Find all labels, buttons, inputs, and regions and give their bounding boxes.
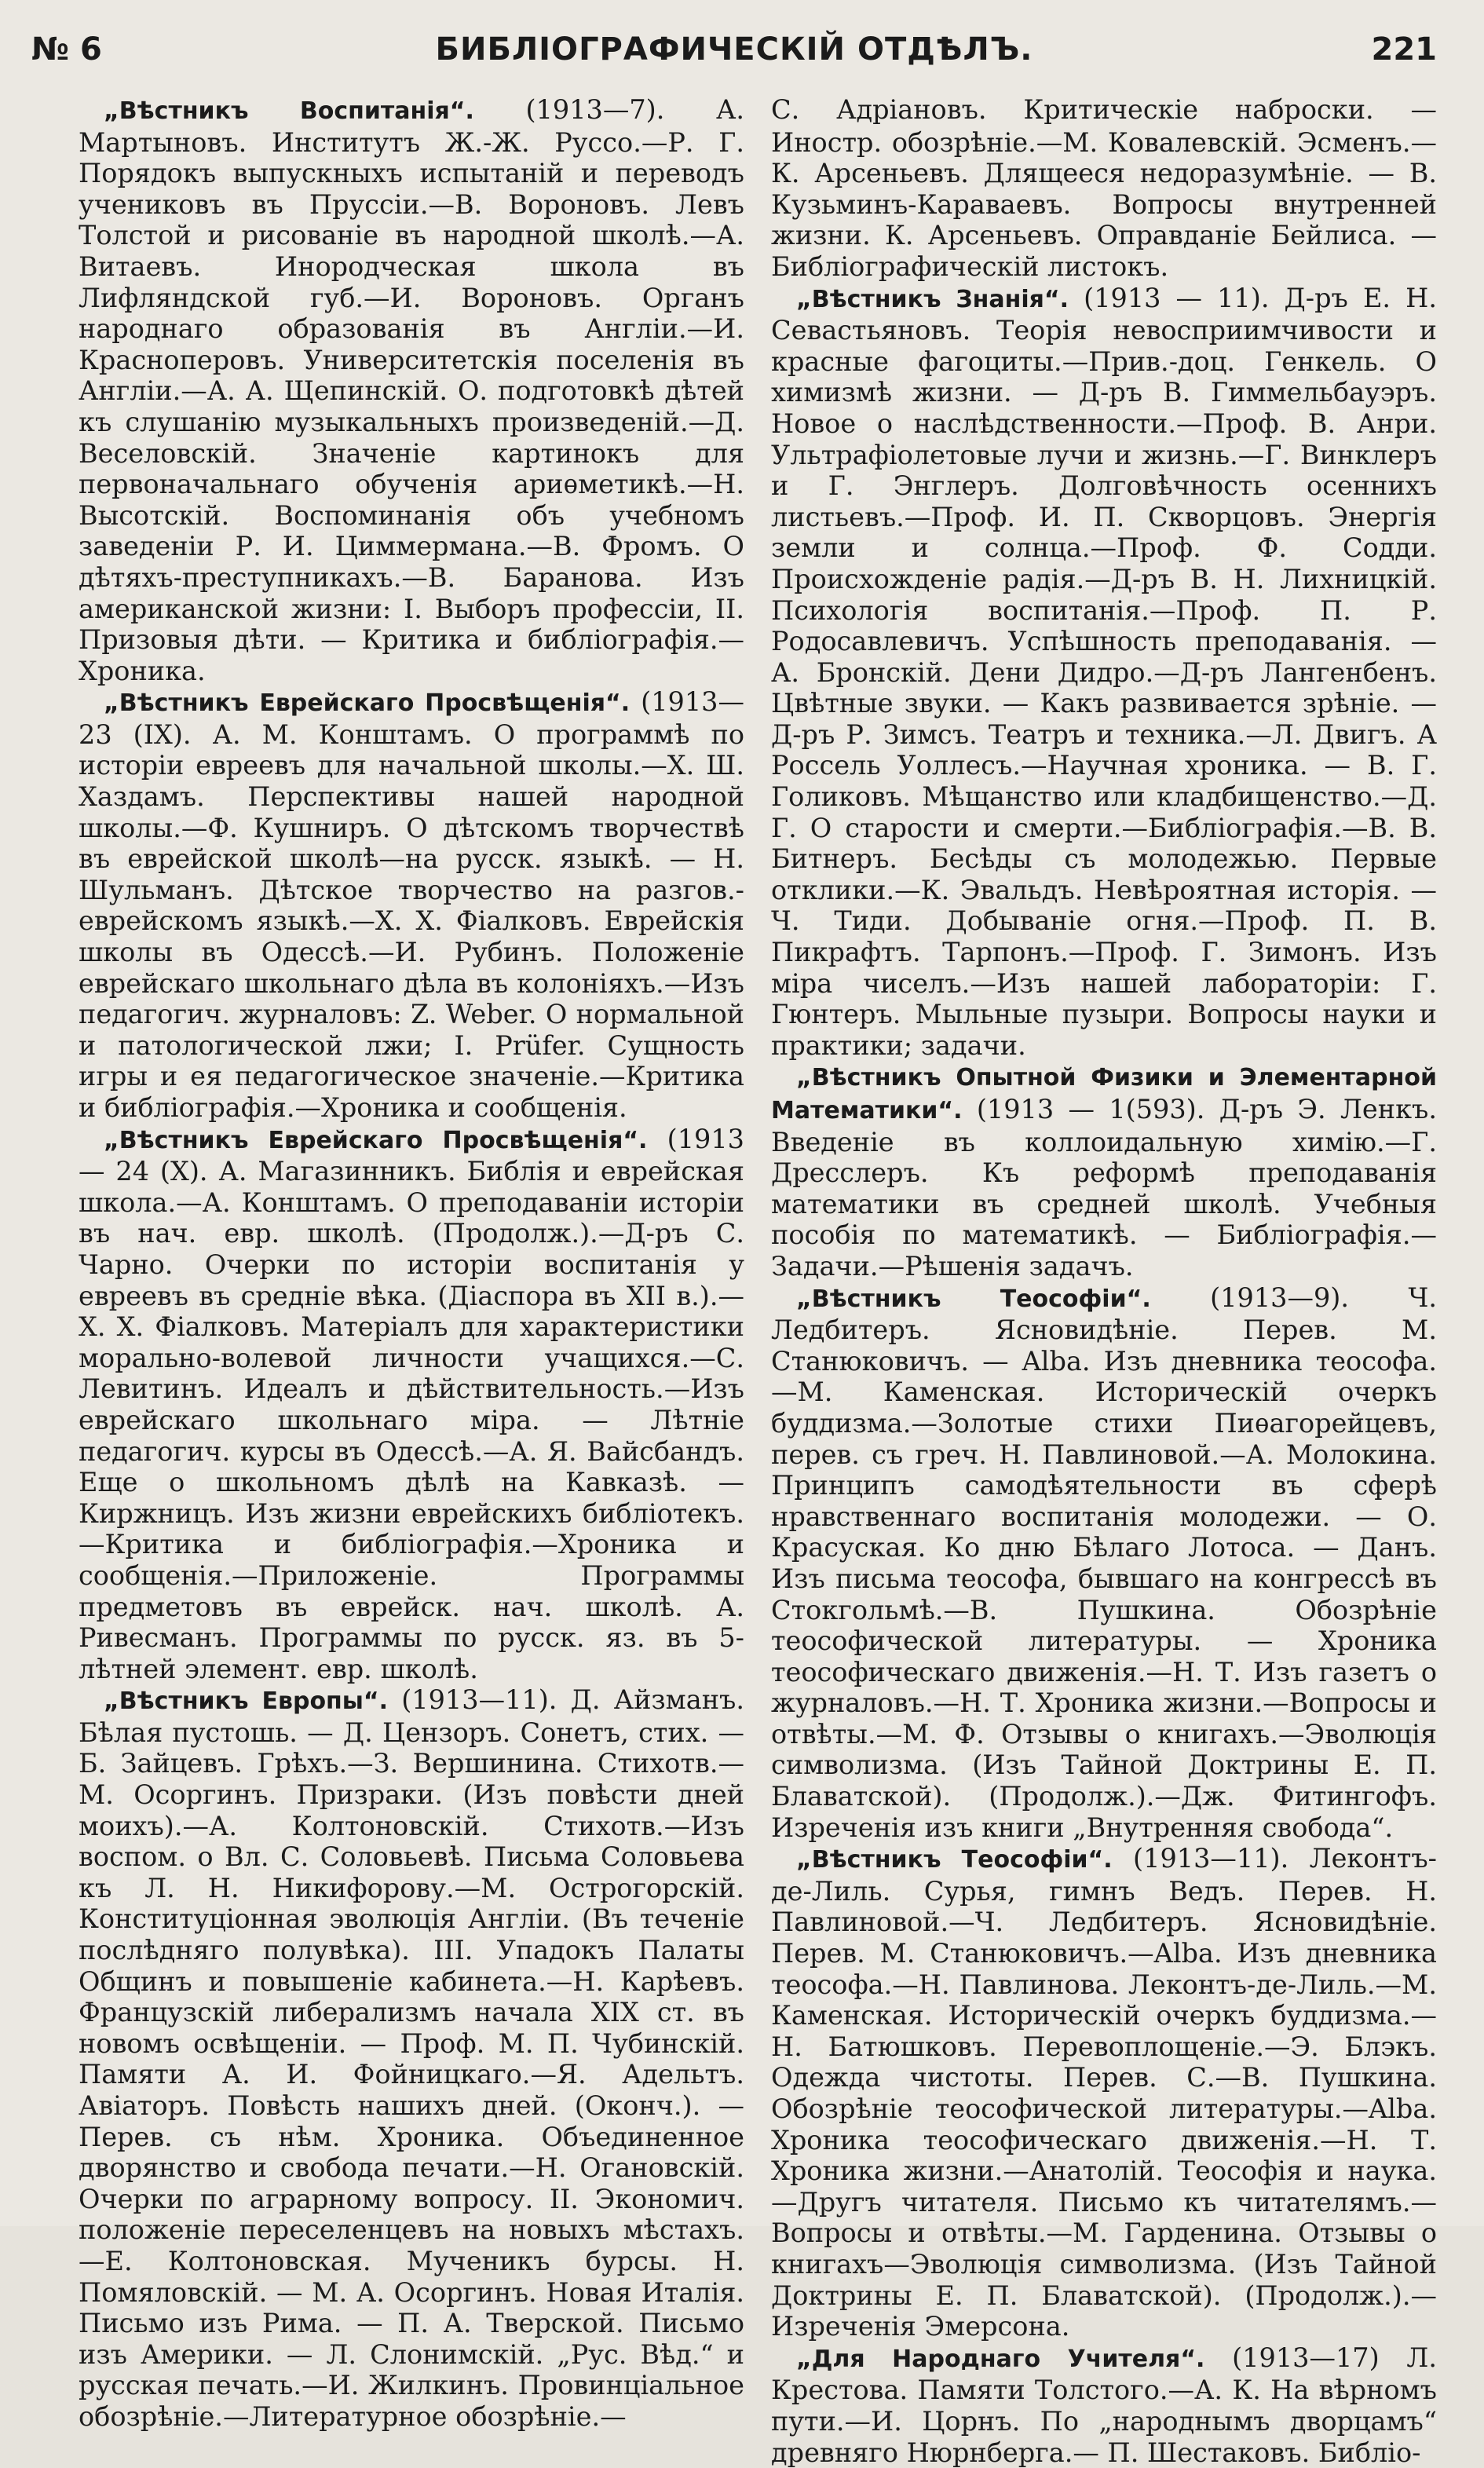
entry [771,1282,1437,1844]
entry-text: (1913—11). Леконтъ-де-Лиль. Сурья, гимнъ Ведъ. Перев. Н. Павлиновой.—Ч. Ледбитеръ. Ясновидѣніе. Перев. М. Станюковичъ.—Alba. Изъ дневника теософа.—Н. Павлинова. Леконтъ-де-Лиль.—М. Каменская. Историческій очеркъ буддизма.—Н. Батюшковъ. Перевоплощеніе.—Э. Блэкъ. Одежда чистоты. Перев. С.—В. Пушкина. Обозрѣніе теософической литературы.—Alba. Хроника теософическаго движенія.—Н. Т. Хроника жизни.—Анатолій. Теософія и наука.—Другъ читателя. Письмо къ читателямъ.—Вопросы и отвѣты.—М. Гарденина. Отзывы о книгахъ—Эволюція символизма. (Изъ Тайной Доктрины Е. П. Блаватской). (Продолж.).—Изреченія Эмерсона. [771,1843,1437,2342]
entry [79,1124,744,1685]
entry-title: „Вѣстникъ Опытной Физики и Элементарной Математики“. [771,1064,1437,1124]
page-number: 221 [1371,31,1437,68]
entry [79,686,744,1123]
entry-title: „Вѣстникъ Европы“. [104,1687,389,1716]
page-header [31,31,1437,79]
entry-text: (1913—17) Л. Крестова. Памяти Толстого.—А. К. На вѣрномъ пути.—И. Цорнъ. По „народнымъ дворцамъ“ древняго Нюрнберга.— П. Шестаковъ. Библіо- [771,2342,1437,2468]
entry [79,94,744,686]
issue-number: № 6 [31,31,102,68]
entry [771,2342,1437,2468]
entry-text: (1913 — 11). Д-ръ Е. Н. Севастьяновъ. Теорія невосприимчивости и красные фагоциты.—Прив.-доц. Генкель. О химизмѣ жизни. — Д-ръ В. Гиммельбауэръ. Новое о наслѣдственности.—Проф. В. Анри. Ультрафіолетовые лучи и жизнь.—Г. Винклеръ и Г. Энглеръ. Долговѣчность осеннихъ листьевъ.—Проф. И. П. Скворцовъ. Энергія земли и солнца.—Проф. Ф. Содди. Происхожденіе радія.—Д-ръ В. Н. Лихницкій. Психологія воспитанія.—Проф. П. Р. Родосавлевичъ. Успѣшность преподаванія. — А. Бронскій. Дени Дидро.—Д-ръ Лангенбенъ. Цвѣтные звуки. — Какъ развивается зрѣніе. — Д-ръ Р. Зимсъ. Театръ и техника.—Л. Двигъ. А Россель Уоллесъ.—Научная хроника. — В. Г. Голиковъ. Мѣщанство или кладбищенство.—Д. Г. О старости и смерти.—Библіографія.—В. В. Битнеръ. Бесѣды съ молодежью. Первые отклики.—К. Эвальдъ. Невѣроятная исторія. — Ч. Тиди. Добываніе огня.—Проф. П. В. Пикрафтъ. Тарпонъ.—Проф. Г. Зимонъ. Изъ міра чиселъ.—Изъ нашей лабораторіи: Г. Гюнтеръ. Мыльные пузыри. Вопросы науки и практики; задачи. [771,282,1437,1061]
entry-text: (1913—23 (IX). А. М. Конштамъ. О программѣ по исторіи евреевъ для начальной школы.—Х. Ш. Хаздамъ. Перспективы нашей народной школы.—Ф. Кушниръ. О дѣтскомъ творчествѣ въ еврейской школѣ—на русск. языкѣ. — Н. Шульманъ. Дѣтское творчество на разгов.-еврейскомъ языкѣ.—Х. Х. Фіалковъ. Еврейскія школы въ Одессѣ.—И. Рубинъ. Положеніе еврейскаго школьнаго дѣла въ колоніяхъ.—Изъ педагогич. журналовъ: Z. Weber. О нормальной и патологической лжи; I. Prüfer. Сущность игры и ея педагогическое значеніе.—Критика и библіографія.—Хроника и сообщенія. [79,686,744,1123]
entry-title: „Вѣстникъ Воспитанія“. [104,97,474,125]
entry-text: (1913 — 1(593). Д-ръ Э. Ленкъ. Введеніе въ коллоидальную химію.—Г. Дресслеръ. Къ реформѣ преподаванія математики въ средней школѣ. Учебныя пособія по математикѣ. — Библіографія.—Задачи.—Рѣшенія задачъ. [771,1094,1437,1282]
entry [79,1684,744,2432]
left-column [79,94,744,2432]
entry-continued [771,94,1437,283]
entry-title: „Вѣстникъ Еврейскаго Просвѣщенія“. [104,1126,648,1154]
entry [771,1061,1437,1282]
entry-text: (1913 — 24 (X). А. Магазинникъ. Библія и еврейская школа.—А. Конштамъ. О преподаваніи исторіи въ нач. евр. школѣ. (Продолж.).—Д-ръ С. Чарно. Очерки по исторіи воспитанія у евреевъ въ средніе вѣка. (Діаспора въ XII в.).—Х. Х. Фіалковъ. Матеріалъ для характеристики морально-волевой личности учащихся.—С. Левитинъ. Идеалъ и дѣйствительность.—Изъ еврейскаго школьнаго міра. — Лѣтніе педагогич. курсы въ Одессѣ.—А. Я. Вайсбандъ. Еще о школьномъ дѣлѣ на Кавказѣ. — Киржницъ. Изъ жизни еврейскихъ библіотекъ.—Критика и библіографія.—Хроника и сообщенія.—Приложеніе. Программы предметовъ въ еврейск. нач. школѣ. А. Ривесманъ. Программы по русск. яз. въ 5-лѣтней элемент. евр. школѣ. [79,1123,744,1684]
right-column [771,94,1437,2468]
entry-title: „Вѣстникъ Еврейскаго Просвѣщенія“. [104,689,631,718]
entry-text: (1913—11). Д. Айзманъ. Бѣлая пустошь. — Д. Цензоръ. Сонетъ, стих. — Б. Зайцевъ. Грѣхъ.—З. Вершинина. Стихотв.—М. Осоргинъ. Призраки. (Изъ повѣсти дней моихъ).—А. Колтоновскій. Стихотв.—Изъ воспом. о Вл. С. Соловьевѣ. Письма Соловьева къ Л. Н. Никифорову.—М. Острогорскій. Конституціонная эволюція Англіи. (Въ теченіе послѣдняго полувѣка). III. Упадокъ Палаты Общинъ и повышеніе кабинета.—Н. Карѣевъ. Французскій либерализмъ начала XIX ст. въ новомъ освѣщеніи. — Проф. М. П. Чубинскій. Памяти А. И. Фойницкаго.—Я. Адельтъ. Авіаторъ. Повѣсть нашихъ дней. (Оконч.). — Перев. съ нѣм. Хроника. Объединенное дворянство и свобода печати.—Н. Огановскій. Очерки по аграрному вопросу. II. Экономич. положеніе переселенцевъ на новыхъ мѣстахъ.—Е. Колтоновская. Мученикъ бурсы. Н. Помяловскій. — М. А. Осоргинъ. Новая Италія. Письмо изъ Рима. — П. А. Тверской. Письмо изъ Америки. — Л. Слонимскій. „Рус. Вѣд.“ и русская печать.—И. Жилкинъ. Провинціальное обозрѣніе.—Литературное обозрѣніе.— [79,1684,744,2432]
entry-title: „Для Народнаго Учителя“. [796,2345,1205,2373]
entry-title: „Вѣстникъ Теософіи“. [796,1285,1151,1313]
entry-text: С. Адріановъ. Критическіе наброски. — Иностр. обозрѣніе.—М. Ковалевскій. Эсменъ.—К. Арсеньевъ. Длящееся недоразумѣніе. — В. Кузьминъ-Караваевъ. Вопросы внутренней жизни. К. Арсеньевъ. Оправданіе Бейлиса. — Библіографическій листокъ. [771,94,1437,282]
entry [771,1843,1437,2342]
entry-title: „Вѣстникъ Теософіи“. [796,1846,1113,1874]
section-title: БИБЛІОГРАФИЧЕСКІЙ ОТДѢЛЪ. [435,31,1033,68]
entry-text: (1913—7). А. Мартыновъ. Институтъ Ж.-Ж. Руссо.—Р. Г. Порядокъ выпускныхъ испытаній и переводъ учениковъ въ Пруссіи.—В. Вороновъ. Левъ Толстой и рисованіе въ народной школѣ.—А. Витаевъ. Инородческая школа въ Лифляндской губ.—И. Вороновъ. Органъ народнаго образованія въ Англіи.—И. Красноперовъ. Университетскія поселенія въ Англіи.—А. А. Щепинскій. О. подготовкѣ дѣтей къ слушанію музыкальныхъ произведеній.—Д. Веселовскій. Значеніе картинокъ для первоначальнаго обученія ариѳметикѣ.—Н. Высотскій. Воспоминанія объ учебномъ заведеніи Р. И. Циммермана.—В. Фромъ. О дѣтяхъ-преступникахъ.—В. Баранова. Изъ американской жизни: I. Выборъ профессіи, II. Призовыя дѣти. — Критика и библіографія.—Хроника. [79,94,744,686]
entry-title: „Вѣстникъ Знанія“. [796,285,1069,313]
entry [771,283,1437,1062]
text-columns [79,94,1437,2468]
entry-text: (1913—9). Ч. Ледбитеръ. Ясновидѣніе. Перев. М. Станюковичъ. — Alba. Изъ дневника теософа.—М. Каменская. Историческій очеркъ буддизма.—Золотые стихи Пиѳагорейцевъ, перев. съ греч. Н. Павлиновой.—А. Молокина. Принципъ самодѣятельности въ сферѣ нравственнаго воспитанія молодежи. — О. Красуская. Ко дню Бѣлаго Лотоса. — Данъ. Изъ письма теософа, бывшаго на конгрессѣ въ Стокгольмѣ.—В. Пушкина. Обозрѣніе теософической литературы. — Хроника теософическаго движенія.—Н. Т. Изъ газетъ о журналовъ.—Н. Т. Хроника жизни.—Вопросы и отвѣты.—М. Ф. Отзывы о книгахъ.—Эволюція символизма. (Изъ Тайной Доктрины Е. П. Блаватской). (Продолж.).—Дж. Фитингофъ. Изреченія изъ книги „Внутренняя свобода“. [771,1282,1437,1843]
